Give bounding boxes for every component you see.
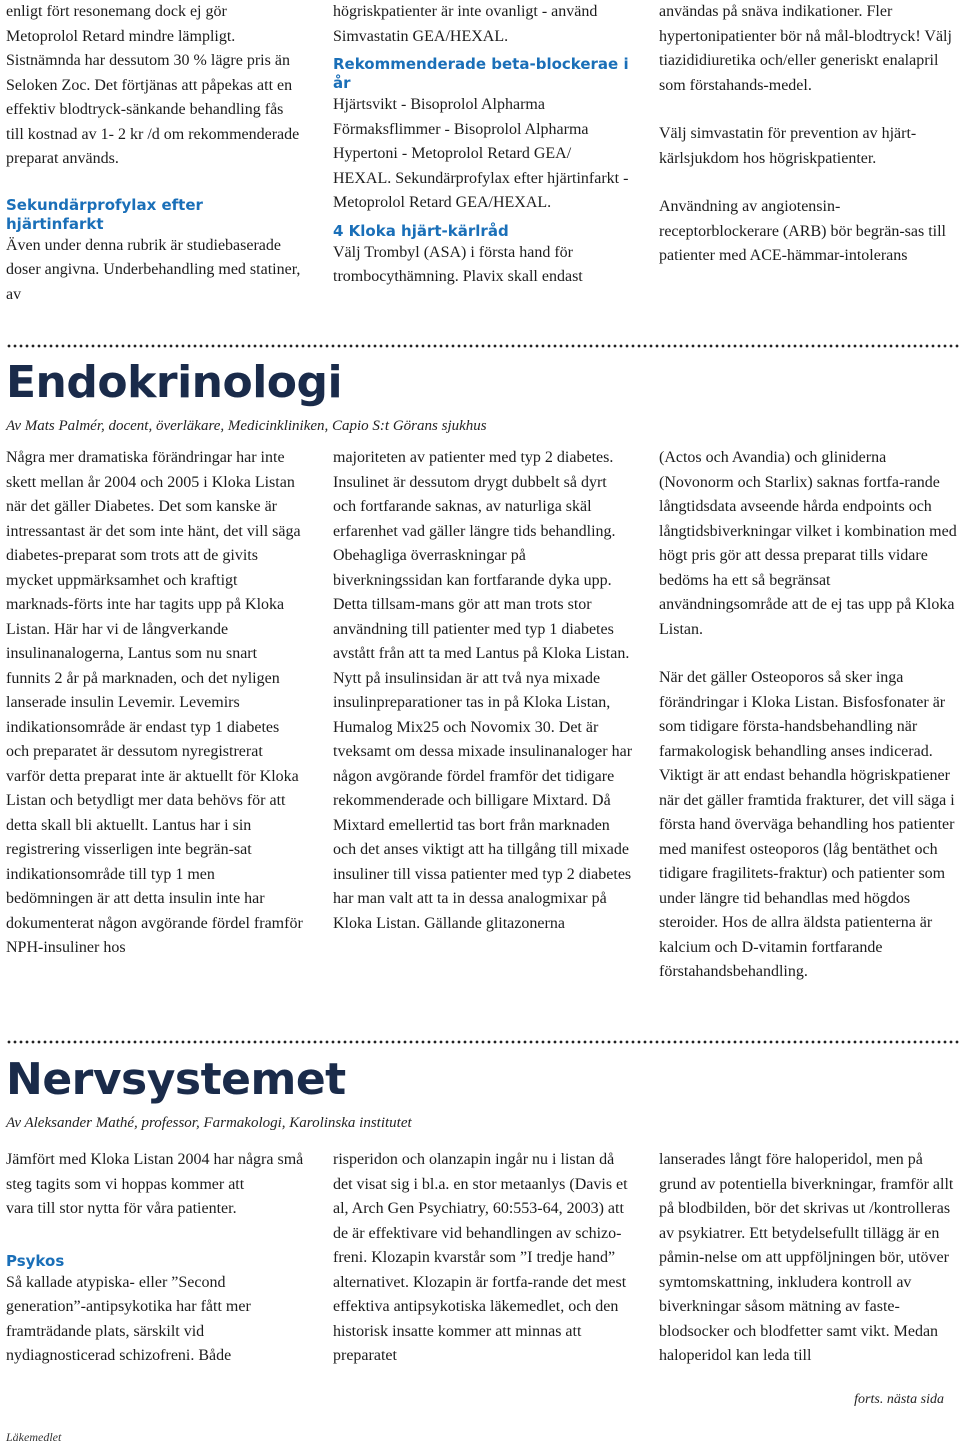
section-title-nervsystemet: Nervsystemet xyxy=(6,1054,346,1105)
publication-name: Läkemedlet xyxy=(6,1430,62,1444)
subheading-psykos: Psykos xyxy=(6,1251,65,1270)
endokrinologi-column-2 xyxy=(333,446,633,936)
section-title-endokrinologi: Endokrinologi xyxy=(6,357,343,408)
body-paragraph: användas på snäva indikationer. Fler hypertonipatienter bör nå mål-blodtryck! Välj tiazididiuretika och/eller generiskt enalapril som förstahands-medel. xyxy=(659,3,952,94)
subheading-sekundarprofylax: Sekundärprofylax efter hjärtinfarkt xyxy=(6,195,203,233)
body-paragraph: vara till stor nytta för våra patienter. xyxy=(6,1200,237,1217)
body-paragraph: högriskpatienter är inte ovanligt - använd Simvastatin GEA/HEXAL. xyxy=(333,3,598,45)
body-paragraph: Användning av angiotensin-receptorblockerare (ARB) bör begrän-sas till patienter med ACE-hämmar-intolerans xyxy=(659,198,946,264)
body-paragraph: Jämfört med Kloka Listan 2004 har några små steg tagits som vi hoppas kommer att xyxy=(6,1151,304,1193)
body-paragraph: Några mer dramatiska förändringar har inte skett mellan år 2004 och 2005 i Kloka Listan när det gäller Diabetes. Det som kanske är intressantast är det som inte hänt, det vill säga diabetes-preparat som trots att de givits mycket uppmärksamhet och kraftigt marknads-förts inte har tagits upp på Kloka Listan. Här har vi de långverkande insulinanalogerna, Lantus som nu snart funnits 2 år på marknaden, och det nyligen lanserade insulin Levemir. Levemirs indikationsområde är endast typ 1 diabetes och preparatet är dessutom nyregistrerat varför detta preparat inte är aktuellt för Kloka Listan och betydligt mer data behövs för att detta skall bli aktuellt. Lantus har i sin registrering visserligen inte begrän-sat indikationsområde till typ 1 men bedömningen är att detta insulin inte har dokumenterat någon avgörande fördel framför NPH-insuliner hos xyxy=(6,449,303,956)
continued-next-page: forts. nästa sida xyxy=(854,1392,944,1407)
endokrinologi-column-3 xyxy=(659,446,957,985)
dotted-divider xyxy=(6,1040,960,1044)
body-paragraph: risperidon och olanzapin ingår nu i listan då det visat sig i bl.a. en stor metaanlys (Davis et al, Arch Gen Psychiatry, 60:553-64, 2003) att de är effektivare vid behandlingen av schizo-freni. Klozapin kvarstår som ”I tredje hand” alternativet. Klozapin är fortfa-rande det mest effektiva antipsykotiska läkemedlet, och den historisk insatte kommer att minnas att preparatet xyxy=(333,1151,628,1364)
section-byline: Av Mats Palmér, docent, överläkare, Medicinkliniken, Capio S:t Görans sjukhus xyxy=(6,418,487,434)
body-paragraph: Välj simvastatin för prevention av hjärt-kärlsjukdom hos högriskpatienter. xyxy=(659,125,917,167)
body-paragraph: majoriteten av patienter med typ 2 diabetes. Insulinet är dessutom drygt dubbelt så dyrt och fortfarande saknas, av naturliga skäl erfarenhet vad gäller längre tids behandling. Obehagliga överraskningar på biverkningssidan kan fortfarande dyka upp. Detta tillsam-mans gör att man trots stor användning till patienter med typ 1 diabetes avstått från att ta med Lantus på Kloka Listan. Nytt på insulinsidan är att två nya mixade insulinpreparationer tas in på Kloka Listan, Humalog Mix25 och Novomix 30. Det är tveksamt om dessa mixade insulinanaloger har någon avgörande fördel framför det tidigare rekommenderade och billigare Mixtard. Då Mixtard emellertid tas bort från marknaden och det anses viktigt att ha tillgång till mixade insuliner till vissa patienter med typ 2 diabetes har man valt att ta in dessa analogmixar på Kloka Listan. Gällande glitazonerna xyxy=(333,449,633,932)
body-paragraph: Även under denna rubrik är studiebaserade doser angivna. Underbehandling med statiner, av xyxy=(6,236,301,303)
endokrinologi-column-1 xyxy=(6,446,304,961)
body-paragraph: Så kallade atypiska- eller ”Second generation”-antipsykotika har fått mer framträdande plats, särskilt vid nydiagnosticerad schizofreni. Både xyxy=(6,1273,251,1364)
dotted-divider xyxy=(6,344,960,348)
subheading-beta-blockerare: Rekommenderade beta-blockerae i år xyxy=(333,55,629,92)
nervsystemet-column-3 xyxy=(659,1148,955,1369)
top-column-2 xyxy=(333,0,629,290)
top-column-3 xyxy=(659,0,955,269)
section-byline: Av Aleksander Mathé, professor, Farmakologi, Karolinska institutet xyxy=(6,1115,412,1131)
nervsystemet-column-1 xyxy=(6,1148,304,1369)
subheading-kloka-hjart-karlrad: 4 Kloka hjärt-kärlråd xyxy=(333,221,509,240)
top-column-1 xyxy=(6,0,302,307)
body-paragraph: enligt fört resonemang dock ej gör Metoprolol Retard mindre lämpligt. Sistnämnda har dessutom 30 % lägre pris än Seloken Zoc. Det förtjänas att påpekas att en effektiv blodtryck-sänkande behandling fås till kostnad av 1- 2 kr /d om rekommenderade preparat används. xyxy=(6,3,300,167)
body-paragraph: lanserades långt före haloperidol, men på grund av potentiella biverkningar, framför allt på blodbilden, bör det skrivas ut /kontrolleras av psykiatrer. Ett betydelsefullt tillägg är en påmin-nelse om att uppföljningen bör, utöver symtomskattning, inkludera kontroll av biverkningar såsom mätning av faste-blodsocker och blodfetter samt vikt. Medan haloperidol kan leda till xyxy=(659,1151,954,1364)
body-paragraph: (Actos och Avandia) och gliniderna (Novonorm och Starlix) saknas fortfa-rande långtidsdata avseende hårda endpoints och långtidsbiverkningar vilket i kombination med högt pris gör att dessa preparat tills vidare bedöms ha ett så begränsat användningsområde att de ej tas upp på Kloka Listan. xyxy=(659,449,957,638)
body-paragraph: Välj Trombyl (ASA) i första hand för trombocythämning. Plavix skall endast xyxy=(333,243,583,285)
body-paragraph: Hjärtsvikt - Bisoprolol Alpharma Förmaksflimmer - Bisoprolol Alpharma Hypertoni - Metoprolol Retard GEA/ HEXAL. Sekundärprofylax efter hjärtinfarkt - Metoprolol Retard GEA/HEXAL. xyxy=(333,96,629,211)
body-paragraph: När det gäller Osteoporos så sker inga förändringar i Kloka Listan. Bisfosfonater är som tidigare första-handsbehandling när farmakologisk behandling anses indicerad. Viktigt är att endast behandla högriskpatiener när det gäller framtida frakturer, det vill säga i första hand överväga behandling hos patienter med manifest osteoporos (låg bentäthet och tidigare fragilitets-fraktur) och patienter som under längre tid behandlas med högdos steroider. Hos de allra äldsta patienterna är kalcium och D-vitamin fortfarande förstahandsbehandling. xyxy=(659,669,955,980)
nervsystemet-column-2 xyxy=(333,1148,629,1369)
